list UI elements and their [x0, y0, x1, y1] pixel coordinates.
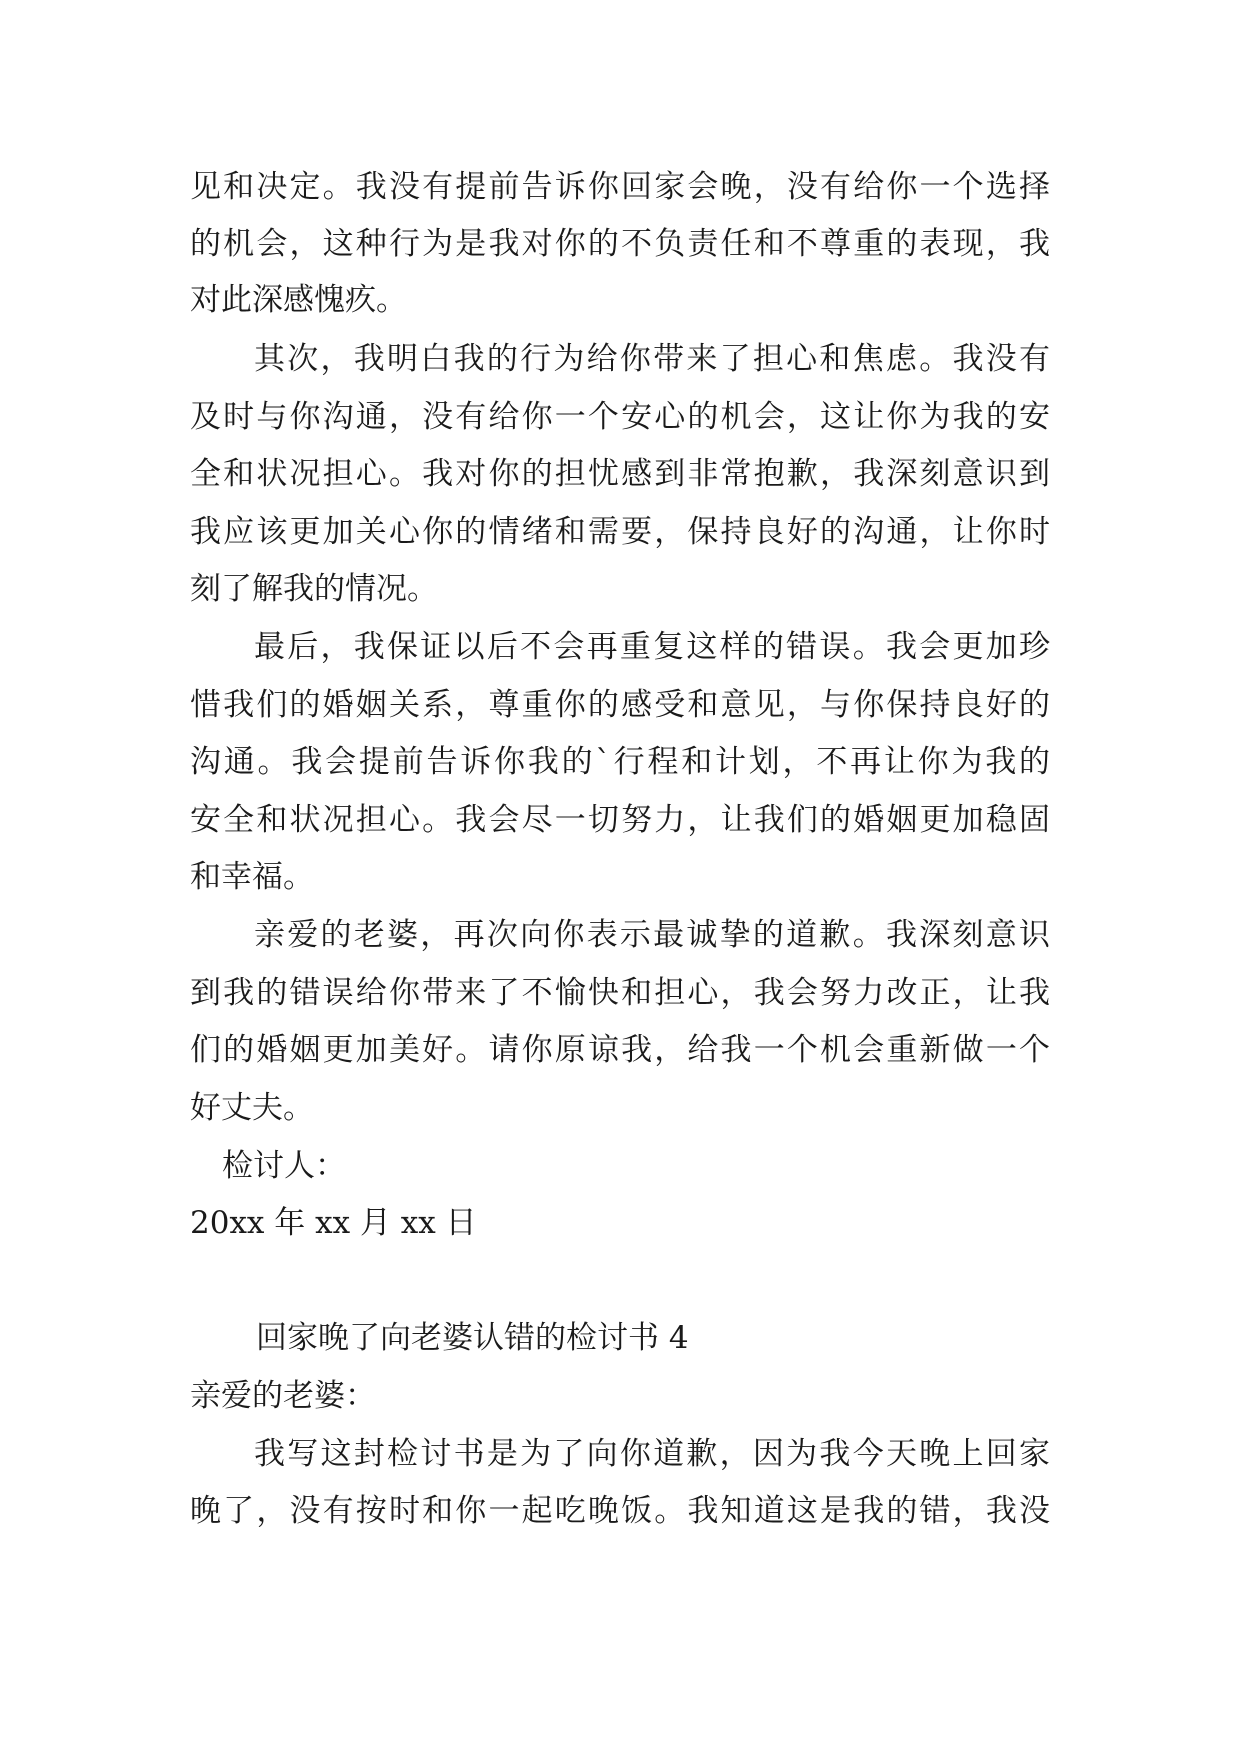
text-line: 沟通。我会提前告诉你我的`行程和计划，不再让你为我的: [190, 744, 1050, 780]
text-line: 我应该更加关心你的情绪和需要，保持良好的沟通，让你时: [190, 514, 1050, 550]
text-line: 和幸福。: [190, 859, 314, 895]
section-title: 回家晚了向老婆认错的检讨书 4: [256, 1320, 689, 1356]
text-line: 安全和状况担心。我会尽一切努力，让我们的婚姻更加稳固: [190, 802, 1050, 838]
date-line: 20xx 年 xx 月 xx 日: [190, 1205, 477, 1241]
text-line: 刻了解我的情况。: [190, 571, 438, 607]
text-line: 及时与你沟通，没有给你一个安心的机会，这让你为我的安: [190, 399, 1050, 435]
text-line: 晚了，没有按时和你一起吃晚饭。我知道这是我的错，我没: [190, 1493, 1050, 1529]
paragraph-start: 我写这封检讨书是为了向你道歉，因为我今天晚上回家: [254, 1436, 1050, 1472]
paragraph-start: 亲爱的老婆，再次向你表示最诚挚的道歉。我深刻意识: [254, 917, 1050, 953]
text-line: 全和状况担心。我对你的担忧感到非常抱歉，我深刻意识到: [190, 456, 1050, 492]
text-line: 们的婚姻更加美好。请你原谅我，给我一个机会重新做一个: [190, 1032, 1050, 1068]
text-line: 惜我们的婚姻关系，尊重你的感受和意见，与你保持良好的: [190, 687, 1050, 723]
signer-label: 检讨人：: [222, 1148, 346, 1184]
paragraph-start: 其次，我明白我的行为给你带来了担心和焦虑。我没有: [254, 341, 1050, 377]
text-line: 好丈夫。: [190, 1090, 314, 1126]
text-line: 到我的错误给你带来了不愉快和担心，我会努力改正，让我: [190, 975, 1050, 1011]
text-line: 的机会，这种行为是我对你的不负责任和不尊重的表现，我: [190, 226, 1050, 262]
salutation: 亲爱的老婆：: [190, 1378, 376, 1414]
text-line: 见和决定。我没有提前告诉你回家会晚，没有给你一个选择: [190, 169, 1050, 205]
text-line: 对此深感愧疚。: [190, 282, 407, 318]
paragraph-start: 最后，我保证以后不会再重复这样的错误。我会更加珍: [254, 629, 1050, 665]
